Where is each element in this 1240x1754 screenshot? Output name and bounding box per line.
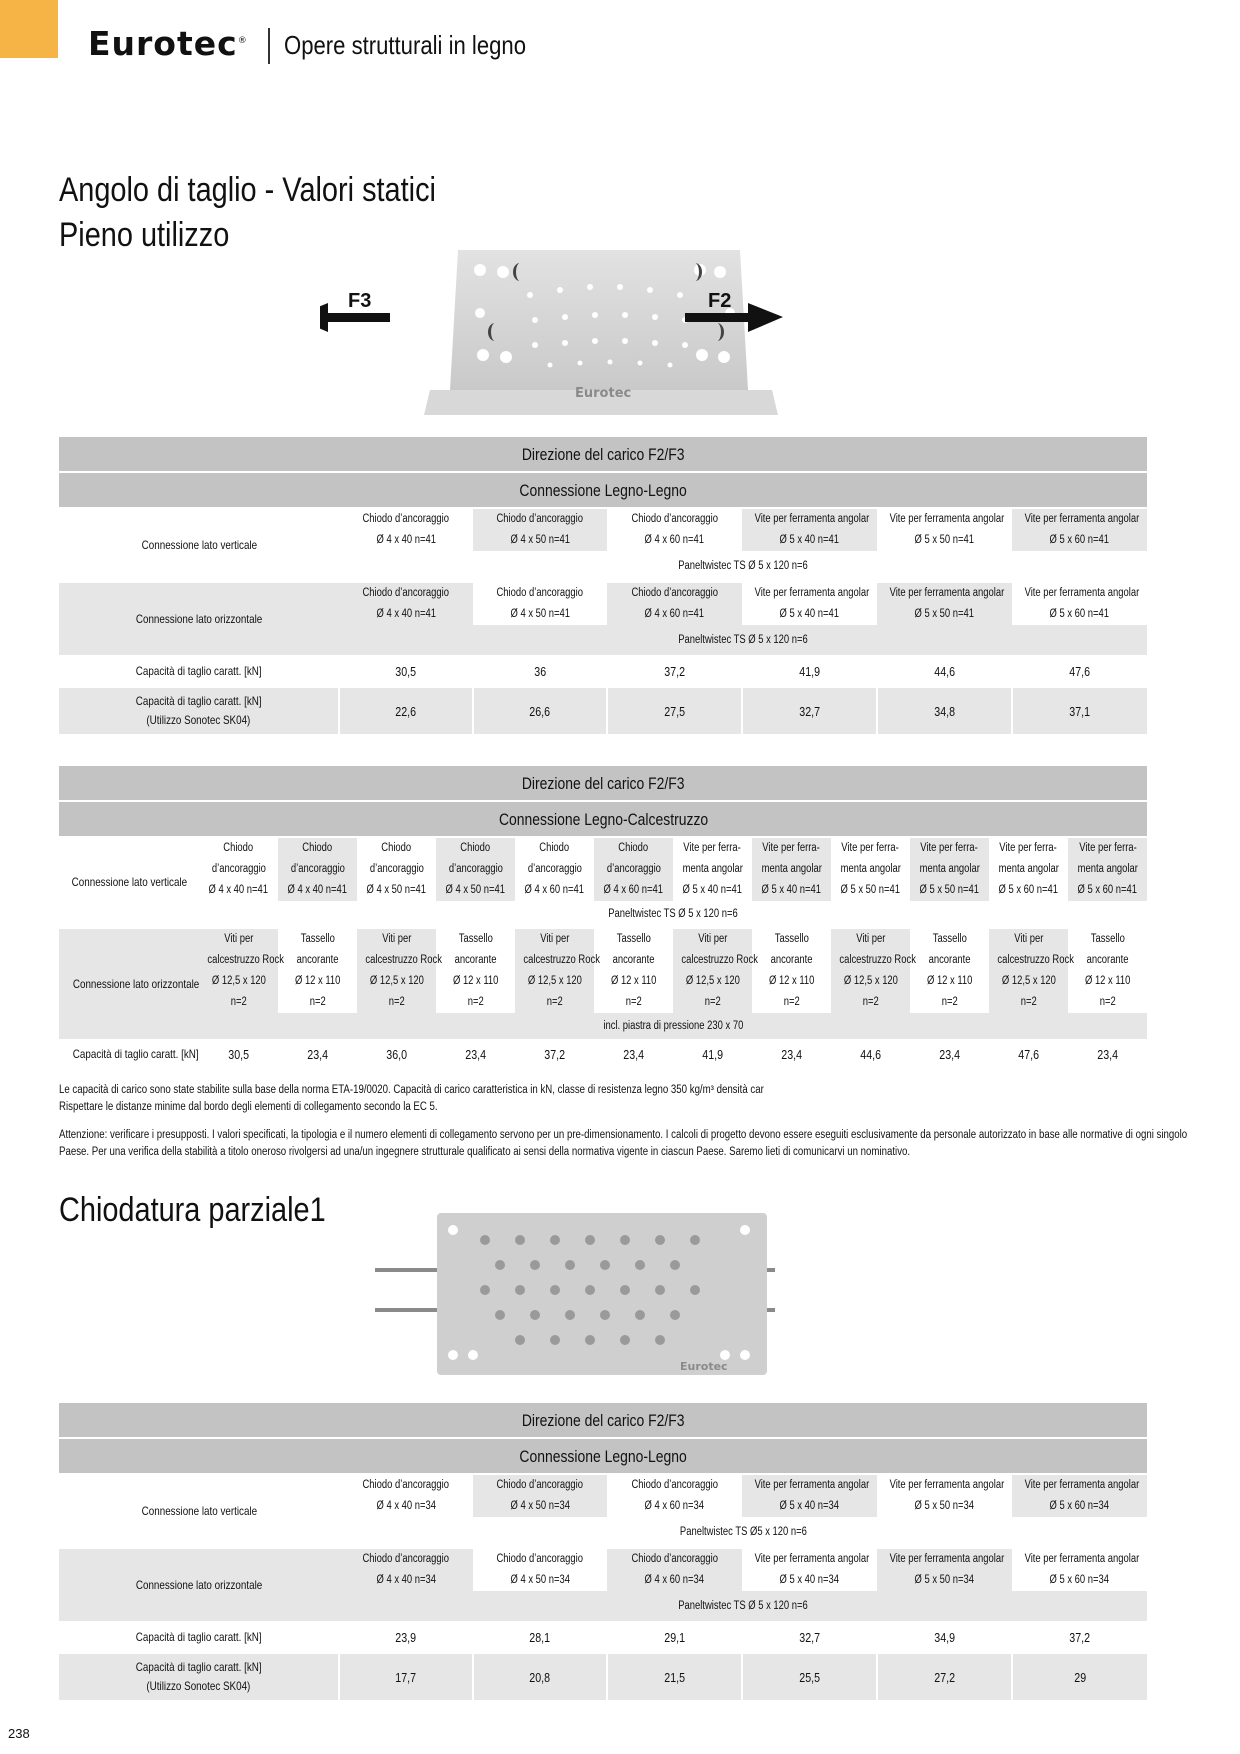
anchor-cell: Viti per calcestruzzo Rock Ø 12,5 x 120 n=2 [357, 928, 436, 1013]
fastener-cell: Chiodo d’ancoraggio Ø 4 x 60 n=34 [607, 1474, 742, 1517]
fastener-cell: Vite per ferramenta angolar Ø 5 x 40 n=34 [742, 1548, 877, 1591]
capacity-value: 47,6 [989, 1039, 1068, 1069]
capacity-value: 36 [473, 655, 607, 688]
capacity-value: 41,9 [742, 655, 877, 688]
paneltwistec-cell: Paneltwistec TS Ø 5 x 120 n=6 [339, 551, 1147, 582]
row-label-vertical: Connessione lato verticale [59, 1474, 339, 1548]
anchor-cell: Tassello ancorante Ø 12 x 110 n=2 [910, 928, 989, 1013]
capacity-table-wood-wood [59, 437, 1147, 734]
capacity-value: 34,9 [877, 1621, 1012, 1654]
paneltwistec-cell: Paneltwistec TS Ø 5 x 120 n=6 [339, 625, 1147, 655]
note-line: Rispettare le distanze minime dal bordo degli elementi di collegamento secondo la EC 5. [59, 1101, 438, 1113]
header-subtitle: Opere strutturali in legno [284, 30, 527, 60]
load-direction-header: Direzione del carico F2/F3 [59, 1403, 1147, 1438]
connection-type-header: Connessione Legno-Legno [59, 472, 1147, 508]
anchor-cell: Tassello ancorante Ø 12 x 110 n=2 [594, 928, 673, 1013]
capacity-sonotec-value: 37,1 [1012, 688, 1147, 734]
anchor-cell: Viti per calcestruzzo Rock Ø 12,5 x 120 n=2 [989, 928, 1068, 1013]
paneltwistec-cell: Paneltwistec TS Ø5 x 120 n=6 [339, 1517, 1147, 1548]
capacity-value: 23,4 [910, 1039, 989, 1069]
force-label-f3: F3 [348, 290, 372, 312]
capacity-value: 28,1 [473, 1621, 607, 1654]
fastener-cell: Chiodo d’ancoraggio Ø 4 x 50 n=41 [473, 508, 607, 551]
fastener-cell: Vite per ferramenta angolar Ø 5 x 50 n=34 [877, 1474, 1012, 1517]
capacity-sonotec-label: Capacità di taglio caratt. [kN] (Utilizzo Sonotec SK04) [59, 688, 339, 734]
capacity-sonotec-value: 17,7 [339, 1654, 473, 1700]
capacity-value: 37,2 [607, 655, 742, 688]
fastener-cell: Chiodo d’ancoraggio Ø 4 x 60 n=34 [607, 1548, 742, 1591]
paneltwistec-cell: Paneltwistec TS Ø 5 x 120 n=6 [199, 901, 1147, 928]
fastener-cell: Vite per ferramenta angolar Ø 5 x 40 n=41 [742, 508, 877, 551]
capacity-value: 23,4 [752, 1039, 831, 1069]
anchor-cell: Viti per calcestruzzo Rock Ø 12,5 x 120 n=2 [199, 928, 278, 1013]
capacity-value: 44,6 [877, 655, 1012, 688]
fastener-cell: Vite per ferramenta angolar Ø 5 x 60 n=34 [1012, 1548, 1147, 1591]
notes-block [59, 1082, 1144, 1116]
brand-logo: Eurotec® [88, 24, 248, 63]
corner-tab [0, 0, 58, 58]
anchor-cell: Tassello ancorante Ø 12 x 110 n=2 [278, 928, 357, 1013]
anchor-cell: Viti per calcestruzzo Rock Ø 12,5 x 120 n=2 [673, 928, 752, 1013]
fastener-cell: Chiodo d’ancoraggio Ø 4 x 40 n=41 [339, 582, 473, 625]
fastener-cell: Vite per ferra- menta angolar Ø 5 x 60 n=41 [1068, 837, 1147, 901]
capacity-value: 30,5 [339, 655, 473, 688]
fastener-cell: Vite per ferramenta angolar Ø 5 x 40 n=41 [742, 582, 877, 625]
capacity-value: 37,2 [515, 1039, 594, 1069]
capacity-sonotec-value: 26,6 [473, 688, 607, 734]
fastener-cell: Chiodo d’ancoraggio Ø 4 x 50 n=41 [357, 837, 436, 901]
fastener-cell: Vite per ferramenta angolar Ø 5 x 60 n=41 [1012, 508, 1147, 551]
capacity-value: 32,7 [742, 1621, 877, 1654]
load-direction-header: Direzione del carico F2/F3 [59, 766, 1147, 801]
capacity-sonotec-value: 21,5 [607, 1654, 742, 1700]
fastener-cell: Vite per ferramenta angolar Ø 5 x 50 n=41 [877, 508, 1012, 551]
fastener-cell: Vite per ferra- menta angolar Ø 5 x 60 n=41 [989, 837, 1068, 901]
anchor-cell: Tassello ancorante Ø 12 x 110 n=2 [436, 928, 515, 1013]
capacity-sonotec-value: 27,2 [877, 1654, 1012, 1700]
capacity-label: Capacità di taglio caratt. [kN] [59, 1039, 199, 1069]
fastener-cell: Vite per ferra- menta angolar Ø 5 x 40 n=41 [752, 837, 831, 901]
plate-logo: Eurotec [680, 1360, 728, 1373]
capacity-sonotec-value: 34,8 [877, 688, 1012, 734]
fastener-cell: Chiodo d’ancoraggio Ø 4 x 50 n=34 [473, 1548, 607, 1591]
row-label-horizontal: Connessione lato orizzontale [59, 1548, 339, 1621]
capacity-value: 23,9 [339, 1621, 473, 1654]
fastener-cell: Chiodo d’ancoraggio Ø 4 x 40 n=34 [339, 1548, 473, 1591]
bracket-logo: Eurotec [575, 386, 632, 401]
plate-figure [375, 1210, 775, 1385]
capacity-value: 29,1 [607, 1621, 742, 1654]
fastener-cell: Vite per ferra- menta angolar Ø 5 x 50 n=41 [831, 837, 910, 901]
capacity-sonotec-label: Capacità di taglio caratt. [kN] (Utilizzo Sonotec SK04) [59, 1654, 339, 1700]
fastener-cell: Vite per ferramenta angolar Ø 5 x 50 n=41 [877, 582, 1012, 625]
section-title-line2: Pieno utilizzo [59, 216, 230, 254]
section2-title: Chiodatura parziale1 [59, 1191, 326, 1229]
capacity-sonotec-value: 22,6 [339, 688, 473, 734]
attention-line: Attenzione: verificare i presupposti. I valori specificati, la tipologia e il numero elementi di collegamento servono per un pre-dimensionamento. I calcoli di progetto devono essere eseguiti esclusivamente da personale autorizzato in base alle normative di ogni singolo [59, 1129, 1188, 1141]
capacity-label: Capacità di taglio caratt. [kN] [59, 1621, 339, 1654]
note-line: Le capacità di carico sono state stabilite sulla base della norma ETA-19/0020. Capacità di carico caratteristica in kN, classe di resistenza legno 350 kg/m³ densità car [59, 1084, 764, 1096]
fastener-cell: Vite per ferramenta angolar Ø 5 x 50 n=34 [877, 1548, 1012, 1591]
fastener-cell: Chiodo d’ancoraggio Ø 4 x 60 n=41 [607, 582, 742, 625]
capacity-table-wood-concrete [59, 766, 1147, 1069]
fastener-cell: Vite per ferra- menta angolar Ø 5 x 40 n=41 [673, 837, 752, 901]
load-direction-header: Direzione del carico F2/F3 [59, 437, 1147, 472]
capacity-value: 23,4 [594, 1039, 673, 1069]
fastener-cell: Vite per ferramenta angolar Ø 5 x 60 n=41 [1012, 582, 1147, 625]
pressure-plate-cell: incl. piastra di pressione 230 x 70 [199, 1013, 1147, 1039]
fastener-cell: Chiodo d’ancoraggio Ø 4 x 40 n=41 [278, 837, 357, 901]
connection-type-header: Connessione Legno-Legno [59, 1438, 1147, 1474]
fastener-cell: Chiodo d’ancoraggio Ø 4 x 60 n=41 [607, 508, 742, 551]
capacity-sonotec-value: 20,8 [473, 1654, 607, 1700]
fastener-cell: Chiodo d’ancoraggio Ø 4 x 50 n=41 [436, 837, 515, 901]
capacity-sonotec-value: 29 [1012, 1654, 1147, 1700]
fastener-cell: Chiodo d’ancoraggio Ø 4 x 60 n=41 [515, 837, 594, 901]
row-label-horizontal: Connessione lato orizzontale [59, 928, 199, 1039]
capacity-value: 47,6 [1012, 655, 1147, 688]
capacity-value: 23,4 [436, 1039, 515, 1069]
attention-line: Paese. Per una verifica della stabilità a titolo oneroso rivolgersi ad una/un ingegnere strutturale qualificato ai sensi della normativa vigente in ciascun Paese. Saremo lieti di comunicarvi un nominativo. [59, 1146, 911, 1158]
bracket-figure [320, 245, 900, 420]
fastener-cell: Chiodo d’ancoraggio Ø 4 x 60 n=41 [594, 837, 673, 901]
capacity-sonotec-value: 32,7 [742, 688, 877, 734]
fastener-cell: Vite per ferramenta angolar Ø 5 x 40 n=34 [742, 1474, 877, 1517]
anchor-cell: Viti per calcestruzzo Rock Ø 12,5 x 120 n=2 [515, 928, 594, 1013]
page-number: 238 [8, 1726, 30, 1741]
capacity-value: 23,4 [278, 1039, 357, 1069]
paneltwistec-cell: Paneltwistec TS Ø 5 x 120 n=6 [339, 1591, 1147, 1621]
fastener-cell: Chiodo d’ancoraggio Ø 4 x 40 n=34 [339, 1474, 473, 1517]
capacity-sonotec-value: 25,5 [742, 1654, 877, 1700]
force-label-f2: F2 [708, 290, 732, 312]
header-divider [268, 28, 270, 64]
fastener-cell: Chiodo d’ancoraggio Ø 4 x 50 n=41 [473, 582, 607, 625]
fastener-cell: Chiodo d’ancoraggio Ø 4 x 50 n=34 [473, 1474, 607, 1517]
anchor-cell: Tassello ancorante Ø 12 x 110 n=2 [752, 928, 831, 1013]
capacity-value: 36,0 [357, 1039, 436, 1069]
section-title-line1: Angolo di taglio - Valori statici [59, 171, 436, 209]
attention-block [59, 1127, 1188, 1161]
row-label-horizontal: Connessione lato orizzontale [59, 582, 339, 655]
capacity-label: Capacità di taglio caratt. [kN] [59, 655, 339, 688]
capacity-sonotec-value: 27,5 [607, 688, 742, 734]
anchor-cell: Viti per calcestruzzo Rock Ø 12,5 x 120 n=2 [831, 928, 910, 1013]
fastener-cell: Chiodo d’ancoraggio Ø 4 x 40 n=41 [339, 508, 473, 551]
row-label-vertical: Connessione lato verticale [59, 508, 339, 582]
capacity-value: 44,6 [831, 1039, 910, 1069]
capacity-table-partial [59, 1403, 1147, 1700]
row-label-vertical: Connessione lato verticale [59, 837, 199, 928]
connection-type-header: Connessione Legno-Calcestruzzo [59, 801, 1147, 837]
capacity-value: 23,4 [1068, 1039, 1147, 1069]
fastener-cell: Vite per ferramenta angolar Ø 5 x 60 n=34 [1012, 1474, 1147, 1517]
capacity-value: 37,2 [1012, 1621, 1147, 1654]
anchor-cell: Tassello ancorante Ø 12 x 110 n=2 [1068, 928, 1147, 1013]
capacity-value: 30,5 [199, 1039, 278, 1069]
capacity-value: 41,9 [673, 1039, 752, 1069]
fastener-cell: Vite per ferra- menta angolar Ø 5 x 50 n=41 [910, 837, 989, 901]
fastener-cell: Chiodo d’ancoraggio Ø 4 x 40 n=41 [199, 837, 278, 901]
